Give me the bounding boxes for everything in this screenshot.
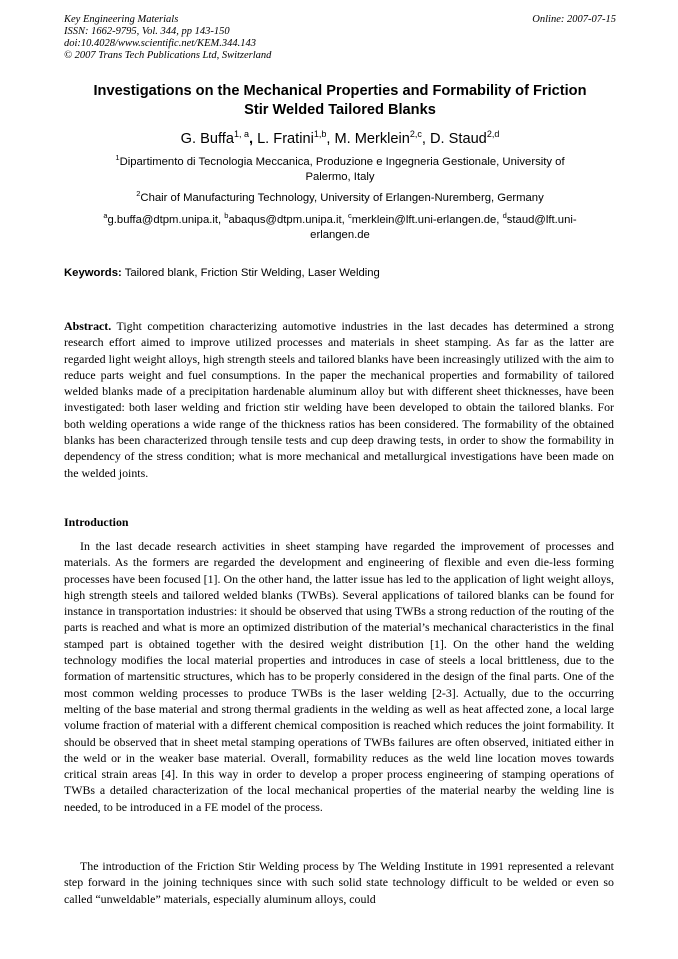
affiliation-marker: 2: [136, 189, 141, 199]
author-separator: ,: [248, 131, 258, 147]
email-address: abaqus@dtpm.unipa.it,: [228, 214, 348, 226]
affiliation-text: Dipartimento di Tecnologia Meccanica, Produzione e Ingegneria Gestionale, University of: [119, 156, 565, 168]
affiliation-marker: 1: [115, 153, 120, 163]
journal-issn: ISSN: 1662-9795, Vol. 344, pp 143-150: [64, 26, 230, 37]
keywords-text: Tailored blank, Friction Stir Welding, Laser Welding: [121, 267, 380, 279]
email-marker: b: [224, 211, 229, 221]
affiliation-2: [60, 191, 620, 206]
author-name: L. Fratini: [257, 131, 314, 147]
author-name: G. Buffa: [180, 131, 234, 147]
abstract: [64, 318, 614, 481]
keywords: [64, 266, 624, 280]
author-emails: [60, 213, 620, 243]
author-superscript: 2,c: [409, 129, 422, 140]
author-list: [40, 130, 640, 148]
journal-copyright: © 2007 Trans Tech Publications Ltd, Switzerland: [64, 50, 272, 61]
author-name: M. Merklein: [334, 131, 410, 147]
author-superscript: 1,b: [313, 129, 327, 140]
affiliation-1: [60, 155, 620, 185]
email-marker: a: [103, 211, 108, 221]
paper-title: [60, 82, 620, 120]
author-name: D. Staud: [430, 131, 487, 147]
email-address: staud@lft.uni-: [506, 214, 577, 226]
online-date: Online: 2007-07-15: [532, 14, 616, 25]
affiliation-text: Palermo, Italy: [305, 171, 375, 183]
introduction-paragraph-1: In the last decade research activities in sheet stamping have regarded the improvement of processes and materials. As the formers are regarded the development and engineering of flexible and even die-less forming processes have been focused [1]. On the other hand, the latter issue has led to the application of light weight alloys, high strength steels and tailored welded blanks (TWBs). Several applications of tailored blanks can be found for instance in transportation industries: it should be observed that using TWBs a strong reduction of the routing of the parts is reached and what is more an optimized distribution of the material’s mechanical characteristics in the final stamped part is obtained together with the desired weight distribution [1]. On the other hand the welding technology modifies the local material properties and introduces in case of steels a local brittleness, due to the formation of martensitic structures, which has to be properly considered in the design of the final parts. One of the most common welding processes to produce TWBs is the laser welding [2-3]. Actually, due to the occurring melting of the base material and strong thermal gradients in the welding as well as heat affected zone, a local large volume fraction of material with a different chemical composition is reached which reduces the joint formability. It should be observed that in sheet metal stamping operations of TWBs failures are often observed, initiated either in the weld or in the weaker base material. Overall, formability reduces as the weld line location moves towards critical strain areas [4]. In this way in order to develop a proper process engineering of stamping operations of TWBs a detailed characterization of the local mechanical properties of the material nearby the welding line is needed, to be introduced in a FE model of the process.: [64, 539, 614, 814]
author-separator: ,: [326, 131, 335, 147]
keywords-label: Keywords:: [64, 267, 122, 279]
email-address: g.buffa@dtpm.unipa.it,: [107, 214, 225, 226]
journal-doi: doi:10.4028/www.scientific.net/KEM.344.143: [64, 38, 256, 49]
journal-header: [64, 14, 616, 62]
email-address: merklein@lft.uni-erlangen.de,: [351, 214, 503, 226]
abstract-label: Abstract.: [64, 319, 112, 333]
title-line-2: Stir Welded Tailored Blanks: [244, 102, 436, 118]
introduction-paragraph-2: The introduction of the Friction Stir Welding process by The Welding Institute in 1991 represented a relevant step forward in the joining techniques since with such solid state technology difficult to be welded or even so called “unweldable” materials, especially aluminum alloys, could: [64, 859, 614, 906]
title-line-1: Investigations on the Mechanical Properties and Formability of Friction: [93, 83, 587, 99]
email-address: erlangen.de: [310, 229, 370, 241]
email-marker: c: [347, 211, 352, 221]
author-superscript: 1, a: [233, 129, 249, 140]
email-marker: d: [502, 211, 507, 221]
author-superscript: 2,d: [486, 129, 500, 140]
affiliation-text: Chair of Manufacturing Technology, University of Erlangen-Nuremberg, Germany: [140, 192, 544, 204]
section-heading-introduction: Introduction: [64, 515, 129, 529]
abstract-text: Tight competition characterizing automotive industries in the last decades has determined a strong research effort aimed to improve utilized processes and materials in sheet stamping. As far as the latter are regarded light weight alloys, high strength steels and tailored blanks have been increasingly utilized with the aim to reduce parts weight and fuel consumptions. In the paper the mechanical properties and formability of tailored welded blanks made of a precipitation hardenable aluminum alloy but with different sheet thicknesses, have been investigated: both laser welding and friction stir welding have been developed to obtain the tailored blanks. For both welding operations a wide range of the thickness ratios has been considered. The formability of the obtained blanks has been characterized through tensile tests and cup deep drawing tests, in order to show the formability in dependency of the stress condition; what is more mechanical and metallurgical investigations have been made on the welded joints.: [64, 319, 614, 480]
author-separator: ,: [421, 131, 431, 147]
journal-name: Key Engineering Materials: [64, 14, 179, 25]
